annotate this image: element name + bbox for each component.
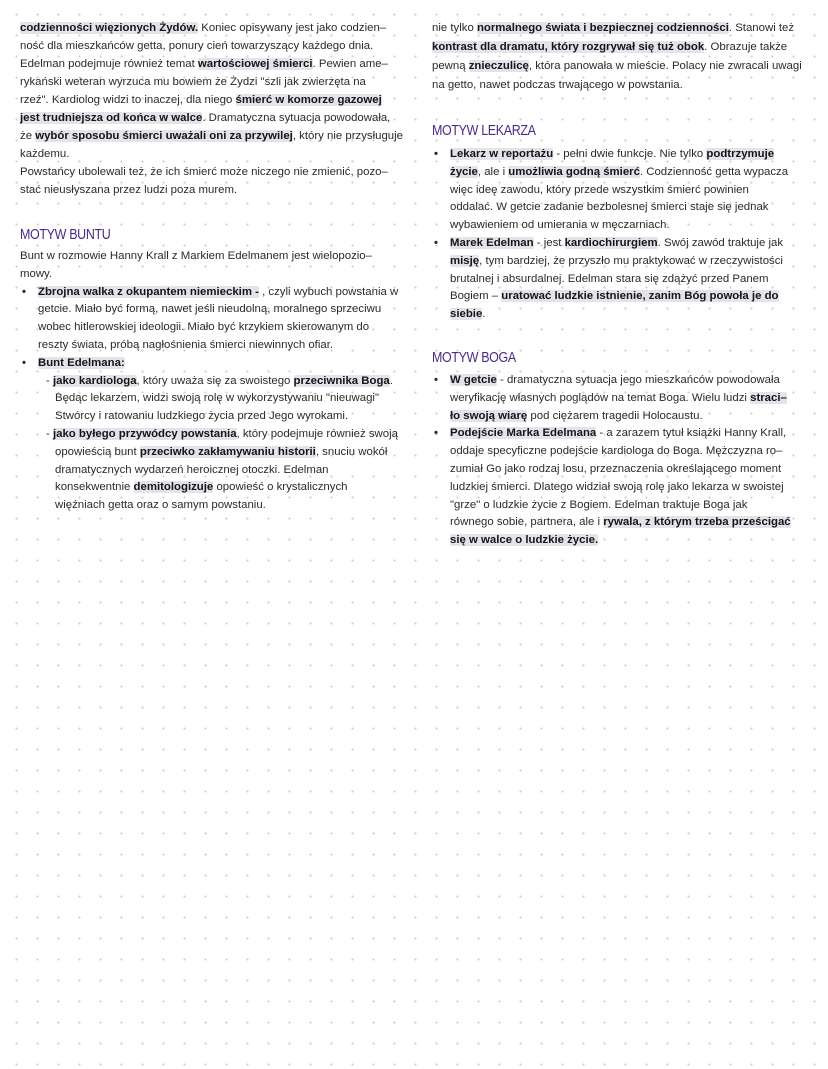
highlighted-phrase: kardiochirurgiem bbox=[564, 236, 658, 249]
text-segment: brutalnej i absurdalnej. Edelman stara się zdążyć przed Panem bbox=[450, 272, 769, 285]
text-line bbox=[20, 444, 398, 462]
highlighted-phrase: wybór sposobu śmierci uważali oni za przywilej bbox=[35, 130, 293, 142]
highlighted-phrase: W getcie bbox=[450, 374, 497, 386]
highlighted-phrase: rywala, z którym trzeba prześcigać bbox=[603, 516, 791, 529]
text-line bbox=[432, 288, 788, 306]
bullet-icon: • bbox=[434, 236, 438, 249]
text-segment: oddaje specyficzne podejście kardiologa do Boga. Mężczyzna ro– bbox=[450, 445, 783, 458]
text-segment: pod ciężarem tragedii Holocaustu. bbox=[527, 409, 703, 422]
text-line bbox=[20, 479, 398, 497]
highlighted-phrase: misję bbox=[450, 254, 480, 267]
bullet-icon: • bbox=[434, 374, 438, 386]
highlighted-phrase: Bunt Edelmana: bbox=[38, 356, 125, 369]
text-segment: mowy. bbox=[20, 267, 53, 280]
highlighted-phrase: Lekarz w reportażu bbox=[450, 148, 554, 160]
text-line bbox=[432, 164, 788, 182]
text-segment: Powstańcy ubolewali też, że ich śmierć może niczego nie zmienić, pozo– bbox=[20, 166, 388, 178]
text-segment: na getto, nawet podczas trwającego w powstania. bbox=[432, 79, 683, 91]
motyw-boga-text bbox=[432, 372, 791, 550]
highlighted-phrase: codzienności więzionych Żydów. bbox=[20, 22, 199, 34]
text-segment: reszty świata, próbą nagłośnienia śmierci niewinnych ofiar. bbox=[38, 338, 334, 351]
highlighted-phrase: siebie bbox=[450, 308, 483, 321]
text-segment: więźniach getta oraz o samym powstaniu. bbox=[55, 499, 266, 512]
text-segment: pewną bbox=[432, 60, 469, 72]
text-line bbox=[432, 408, 791, 426]
motyw-buntu-text bbox=[20, 248, 398, 515]
motyw-lekarza-text bbox=[432, 146, 788, 324]
text-line bbox=[20, 426, 398, 444]
text-segment: stać nieusłyszana przez ludzi poza murem. bbox=[20, 184, 238, 196]
text-line bbox=[432, 217, 788, 235]
text-segment: - bbox=[46, 427, 53, 440]
text-line bbox=[20, 145, 403, 163]
bullet-item bbox=[20, 355, 398, 373]
text-segment: opowieścią bunt bbox=[55, 445, 140, 458]
bullet-icon: • bbox=[22, 356, 26, 369]
text-line bbox=[432, 532, 791, 550]
text-segment: Bogiem – bbox=[450, 290, 502, 303]
text-line bbox=[20, 181, 403, 199]
text-line bbox=[20, 163, 403, 181]
text-line bbox=[20, 91, 403, 109]
text-line bbox=[20, 408, 398, 426]
text-segment: konsekwentnie bbox=[55, 481, 134, 494]
text-segment: , która panowała w mieście. Polacy nie zwracali uwagi bbox=[528, 60, 802, 72]
text-line bbox=[432, 479, 791, 497]
text-segment: - bbox=[46, 374, 53, 387]
heading-motyw-buntu: MOTYW BUNTU bbox=[20, 227, 111, 243]
text-segment: , który nie przysługuje bbox=[292, 130, 403, 142]
text-line bbox=[20, 266, 398, 284]
text-line bbox=[432, 253, 788, 271]
text-line bbox=[432, 514, 791, 532]
text-line bbox=[432, 497, 791, 515]
text-segment: . Swój zawód traktuje jak bbox=[657, 236, 784, 249]
text-segment: nie tylko bbox=[432, 22, 477, 34]
text-line bbox=[432, 461, 791, 479]
text-line bbox=[20, 73, 403, 91]
bullet-item bbox=[432, 372, 791, 390]
text-segment: Edelman podejmuje również temat bbox=[20, 58, 198, 70]
bullet-item bbox=[432, 425, 791, 443]
text-segment: rykański weteran wyrzuca mu bowiem że Żydzi "szli jak zwierzęta na bbox=[20, 76, 366, 88]
text-segment: Stwórcy i ratowaniu ludzkiego życia przed Jego wyrokami. bbox=[55, 410, 349, 423]
heading-motyw-lekarza: MOTYW LEKARZA bbox=[432, 123, 536, 139]
text-line bbox=[20, 390, 398, 408]
text-segment: wybawieniem od umierania w męczarniach. bbox=[450, 219, 670, 232]
text-segment: że bbox=[20, 130, 36, 142]
text-segment: . Codzienność getta wypacza bbox=[639, 165, 789, 178]
text-segment: - pełni dwie funkcje. Nie tylko bbox=[553, 148, 707, 160]
text-line bbox=[20, 127, 403, 145]
text-line bbox=[20, 301, 398, 319]
text-segment: - jest bbox=[533, 236, 565, 249]
text-line bbox=[432, 271, 788, 289]
highlighted-phrase: straci– bbox=[750, 391, 787, 404]
highlighted-phrase: się w walce o ludzkie życie. bbox=[450, 534, 599, 547]
text-line bbox=[432, 76, 802, 95]
text-line bbox=[20, 497, 398, 515]
bullet-item bbox=[432, 235, 788, 253]
text-segment: Będąc lekarzem, widzi swoją rolę w wykorzystywaniu "nieuwagi" bbox=[55, 392, 379, 405]
highlighted-phrase: uratować ludzkie istnienie, zanim Bóg powoła je do bbox=[501, 290, 779, 303]
bullet-item bbox=[432, 146, 788, 164]
text-segment: zumiał Go jako rodzaj losu, przeznaczenia określającego moment bbox=[450, 462, 782, 475]
highlighted-phrase: umożliwia godną śmierć bbox=[508, 165, 640, 178]
highlighted-phrase: jako byłego przywódcy powstania bbox=[52, 427, 237, 440]
highlighted-phrase: śmierć w komorze gazowej bbox=[235, 94, 382, 106]
highlighted-phrase: kontrast dla dramatu, który rozgrywał się tuż obok bbox=[432, 41, 705, 53]
bullet-item bbox=[20, 284, 398, 302]
text-segment: . Obrazuje także bbox=[704, 41, 788, 53]
text-segment: weryfikację własnych poglądów na temat Boga. Wielu ludzi bbox=[450, 391, 751, 404]
text-line bbox=[432, 443, 791, 461]
text-line bbox=[432, 306, 788, 324]
text-segment: . bbox=[389, 374, 393, 387]
text-segment: ludzkiej śmierci. Dlatego widział swoją rolę jako lekarza w swoistej bbox=[450, 480, 784, 493]
text-segment: getcie. Miało być formą, nawet jeśli nieudolną, moralnego sprzeciwu bbox=[38, 303, 382, 316]
text-line bbox=[20, 337, 398, 355]
highlighted-phrase: jest trudniejsza od końca w walce bbox=[20, 112, 203, 124]
text-line bbox=[432, 390, 791, 408]
highlighted-phrase: Podejście Marka Edelmana bbox=[450, 427, 597, 440]
text-line bbox=[20, 55, 403, 73]
highlighted-phrase: przeciwko zakłamywaniu historii bbox=[139, 445, 316, 458]
text-segment: . bbox=[482, 308, 486, 321]
text-line bbox=[20, 462, 398, 480]
text-segment: , snuciu wokół bbox=[315, 445, 388, 458]
text-segment: ność dla mieszkańców getta, ponury cień towarzyszący każdego dnia. bbox=[20, 40, 374, 52]
text-line bbox=[432, 182, 788, 200]
text-line bbox=[20, 373, 398, 391]
text-line bbox=[432, 57, 802, 76]
text-segment: , czyli wybuch powstania w bbox=[258, 285, 399, 298]
text-line bbox=[20, 19, 403, 37]
highlighted-phrase: jako kardiologa bbox=[52, 374, 137, 387]
text-segment: każdemu. bbox=[20, 148, 70, 160]
text-line bbox=[20, 37, 403, 55]
text-segment: , ale i bbox=[477, 165, 509, 178]
text-line bbox=[432, 199, 788, 217]
text-segment: równego sobie, partnera, ale i bbox=[450, 516, 604, 529]
left-intro-text bbox=[20, 19, 403, 199]
text-line bbox=[20, 319, 398, 337]
highlighted-phrase: znieczulicę bbox=[468, 60, 529, 72]
text-line bbox=[432, 19, 802, 38]
text-segment: , który uważa się za swoistego bbox=[136, 374, 294, 387]
text-segment: więc ideę zawodu, który przede wszystkim śmierć powinien bbox=[450, 183, 749, 196]
highlighted-phrase: Marek Edelman bbox=[450, 236, 534, 249]
text-segment: . Stanowi też bbox=[728, 22, 795, 34]
text-segment: - a zarazem tytuł książki Hanny Krall, bbox=[596, 427, 787, 440]
text-line bbox=[20, 109, 403, 127]
text-segment: . Dramatyczna sytuacja powodowała, bbox=[202, 112, 391, 124]
highlighted-phrase: przeciwnika Boga bbox=[293, 374, 390, 387]
bullet-icon: • bbox=[22, 285, 26, 298]
text-segment: opowieść o krystalicznych bbox=[213, 481, 348, 494]
text-segment: "grze" o ludzkie życie z Bogiem. Edelman traktuje Boga jak bbox=[450, 498, 748, 511]
text-line bbox=[20, 248, 398, 266]
highlighted-phrase: podtrzymuje bbox=[706, 148, 775, 160]
bullet-icon: • bbox=[434, 148, 438, 160]
text-segment: - dramatyczna sytuacja jego mieszkańców powodowała bbox=[496, 374, 780, 386]
text-segment: . Pewien ame– bbox=[312, 58, 388, 70]
highlighted-phrase: Zbrojna walka z okupantem niemieckim - bbox=[38, 285, 259, 298]
text-segment: , który podejmuje również swoją bbox=[236, 427, 398, 440]
highlighted-phrase: normalnego świata i bezpiecznej codzienności bbox=[476, 22, 729, 34]
heading-motyw-boga: MOTYW BOGA bbox=[432, 350, 516, 366]
text-segment: dramatycznych wydarzeń heroicznej otoczki. Edelman bbox=[55, 463, 329, 476]
text-segment: Koniec opisywany jest jako codzien– bbox=[198, 22, 387, 34]
highlighted-phrase: życie bbox=[450, 165, 478, 178]
bullet-icon: • bbox=[434, 427, 438, 440]
text-segment: Bunt w rozmowie Hanny Krall z Markiem Edelmanem jest wielopozio– bbox=[20, 250, 372, 262]
text-segment: , tym bardziej, że przyszło mu praktykować w rzeczywistości bbox=[479, 254, 783, 267]
text-segment: rzeź". Kardiolog widzi to inaczej, dla niego bbox=[20, 94, 236, 106]
right-intro-text bbox=[432, 19, 802, 95]
text-segment: wobec hitlerowskiej ideologii. Miało być krzykiem skierowanym do bbox=[38, 321, 370, 334]
text-line bbox=[432, 38, 802, 57]
highlighted-phrase: demitologizuje bbox=[133, 481, 214, 494]
highlighted-phrase: ło swoją wiarę bbox=[450, 409, 528, 422]
text-segment: oddalać. W getcie zadanie bezbolesnej śmierci staje się jednak bbox=[450, 201, 769, 214]
highlighted-phrase: wartościowej śmierci bbox=[197, 58, 313, 70]
